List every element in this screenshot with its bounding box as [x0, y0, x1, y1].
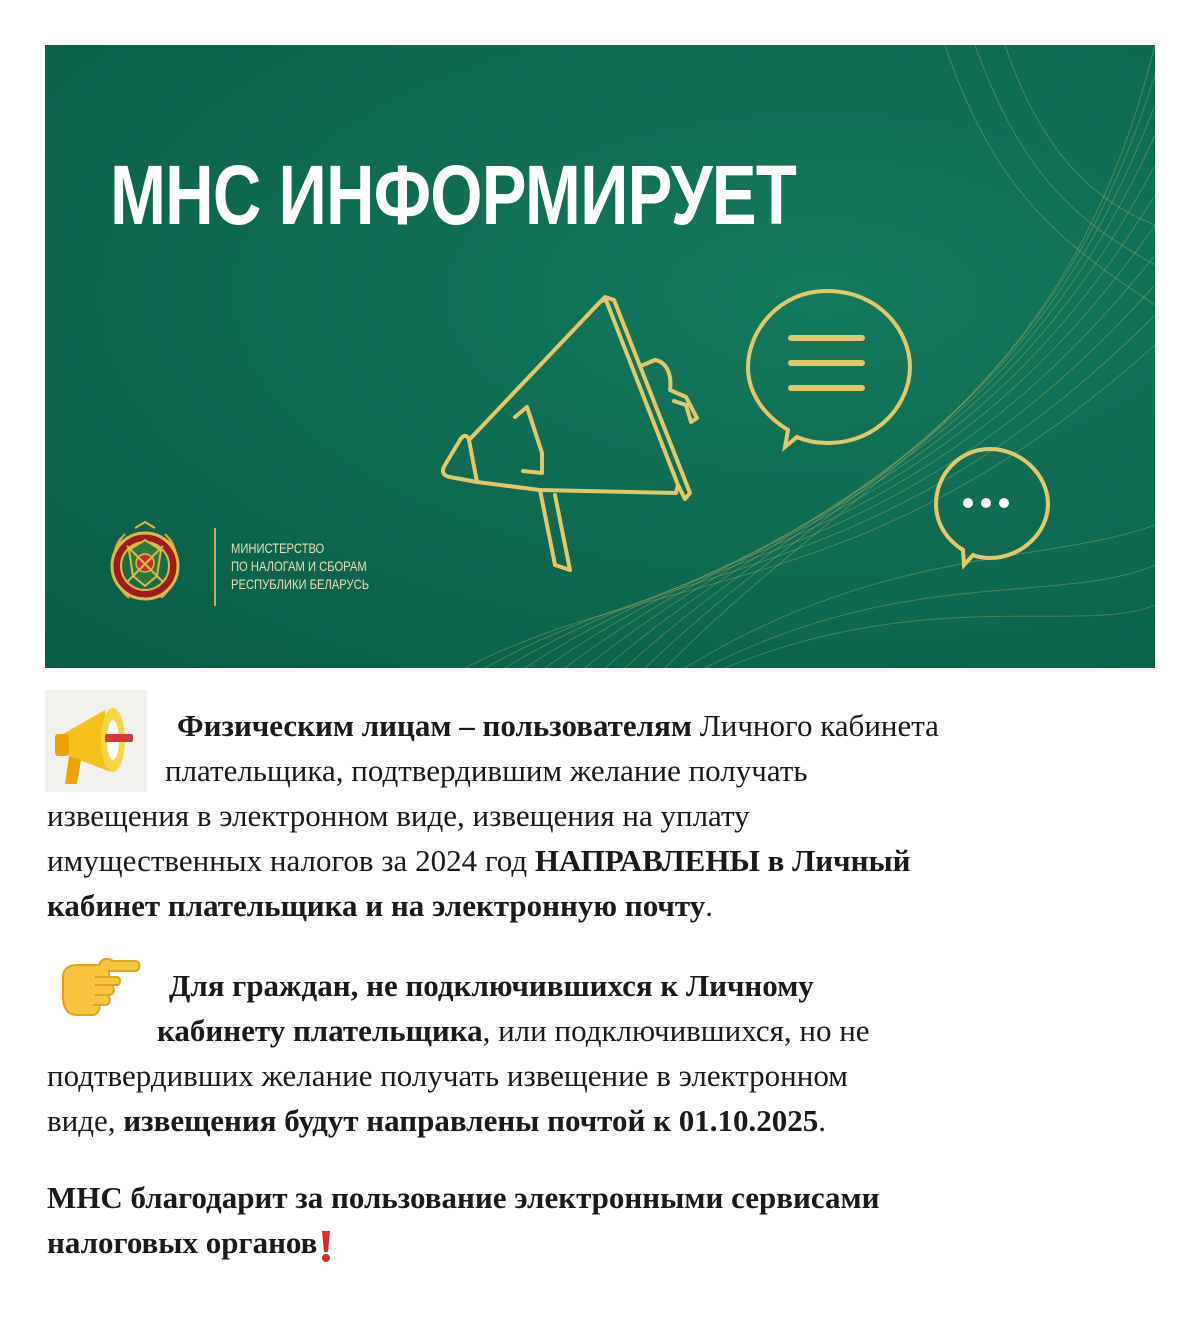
p1-line-4-plain: имущественных налогов за 2024 год: [47, 843, 535, 878]
chat-bubble-dots-icon: [936, 449, 1048, 565]
p2-line-2-rest: , или подключившихся, но не: [482, 1013, 870, 1048]
p2-line-4-bold: извещения будут направлены почтой к 01.10.2025: [123, 1103, 819, 1138]
p3-line-2-bold: налоговых органов: [47, 1225, 318, 1260]
exclamation-emoji-icon: [319, 1228, 333, 1264]
ministry-name: [231, 539, 369, 593]
p1-line-3: извещения в электронном виде, извещения на уплату: [47, 798, 750, 833]
p1-line-1: [47, 703, 1157, 748]
megaphone-icon: [443, 297, 697, 570]
ministry-divider: [214, 528, 216, 606]
paragraph-thanks: [47, 1175, 1157, 1265]
p2-line-4-plain: виде,: [47, 1103, 124, 1138]
p1-line-4-bold: НАПРАВЛЕНЫ в Личный: [534, 843, 911, 878]
ministry-line-3: РЕСПУБЛИКИ БЕЛАРУСЬ: [231, 576, 370, 592]
banner: [45, 45, 1155, 668]
p2-line-2-bold: кабинету плательщика: [157, 1013, 483, 1048]
p2-line-3: подтвердивших желание получать извещение в электронном: [47, 1058, 848, 1093]
p3-line-2: [47, 1220, 1157, 1265]
chat-bubble-lines-icon: [748, 291, 910, 447]
p2-line-2: [47, 1008, 1157, 1053]
p1-line-1-rest: Личного кабинета: [691, 708, 939, 743]
p2-line-1-bold: Для граждан, не подключившихся к Личному: [169, 968, 814, 1003]
paragraph-postal-notifications: [47, 963, 1157, 1143]
p2-line-1: [47, 963, 1157, 1008]
emblem-icon: [105, 518, 185, 610]
p3-line-1-bold: МНС благодарит за пользование электронными сервисами: [47, 1180, 880, 1215]
p1-line-5-end: .: [705, 888, 713, 923]
p1-line-5-bold: кабинет плательщика и на электронную почту: [47, 888, 706, 923]
p1-line-2: плательщика, подтвердившим желание получать: [165, 753, 808, 788]
ministry-line-2: ПО НАЛОГАМ И СБОРАМ: [231, 558, 367, 574]
p3-line-1: [47, 1175, 1157, 1220]
p2-line-4: [47, 1098, 1157, 1143]
p2-line-4-end: .: [818, 1103, 826, 1138]
decor-waves: [45, 45, 1155, 668]
ministry-line-1: МИНИСТЕРСТВО: [231, 540, 325, 556]
p1-line-4: [47, 838, 1157, 883]
banner-title: МНС ИНФОРМИРУЕТ: [110, 148, 796, 242]
p1-line-5: [47, 883, 1157, 928]
p1-bold-lead: Физическим лицам – пользователям: [177, 708, 692, 743]
paragraph-e-notifications: [47, 703, 1157, 928]
